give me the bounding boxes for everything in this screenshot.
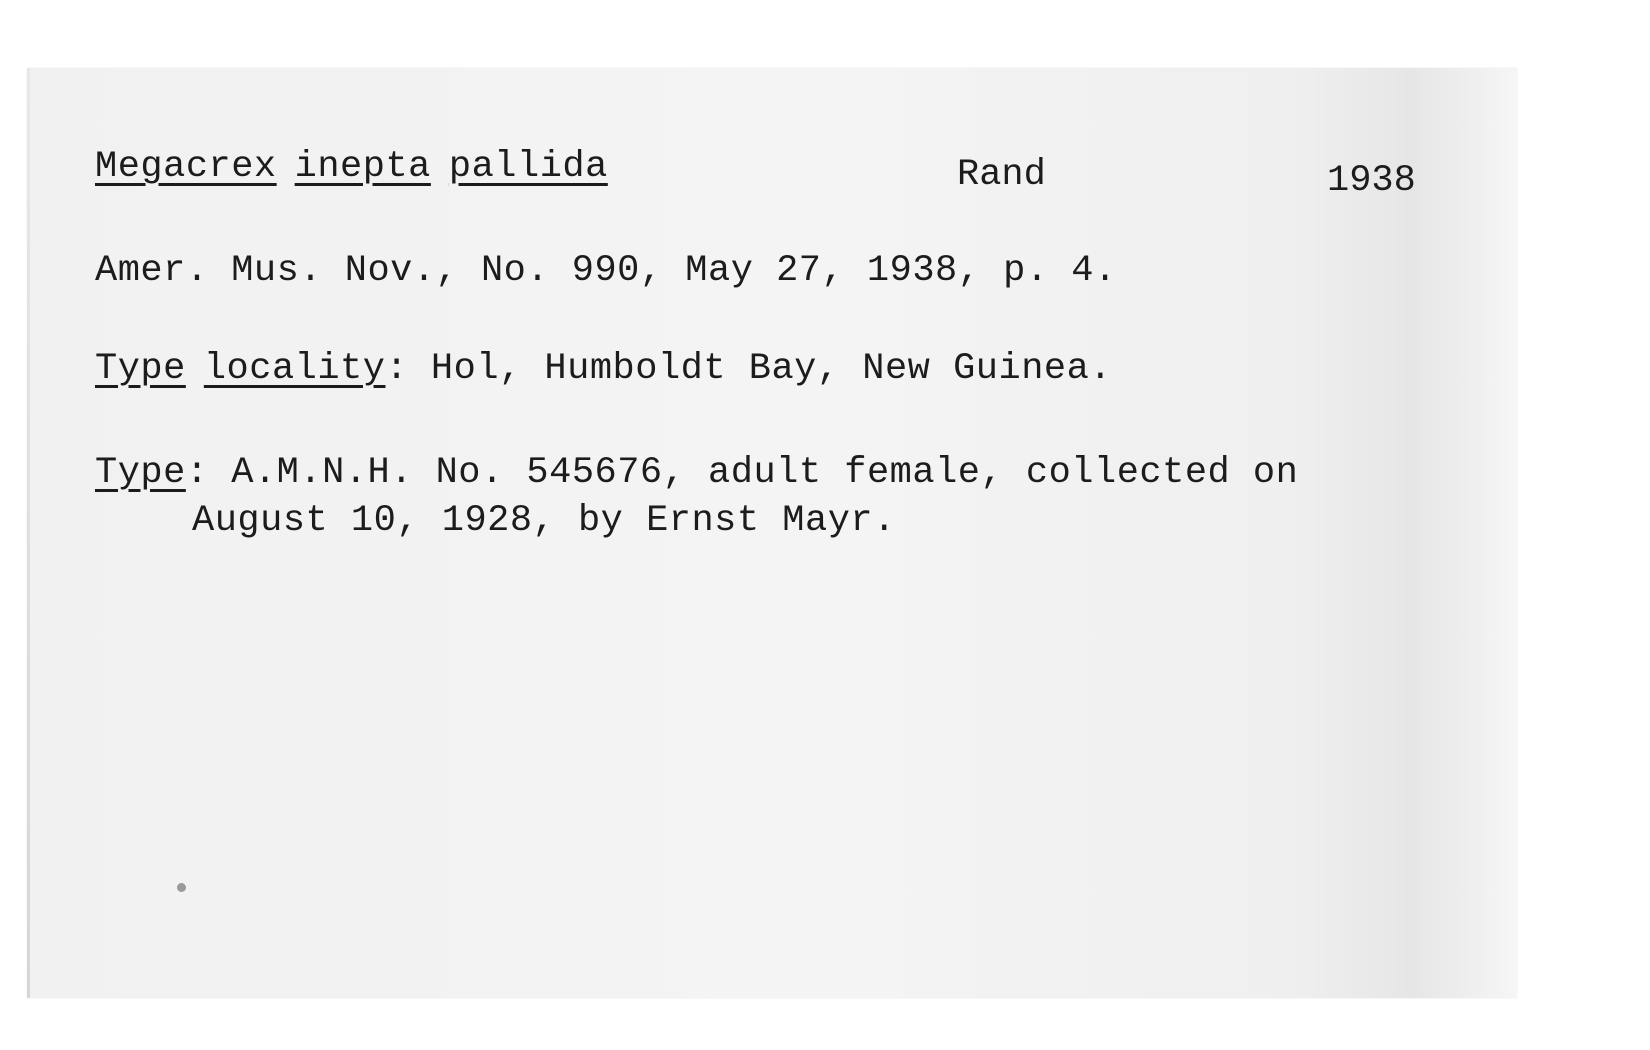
paper-speck — [177, 883, 186, 892]
type-locality — [95, 348, 1112, 390]
type-locality-value: Hol, Humboldt Bay, New Guinea. — [430, 348, 1113, 390]
type-locality-label-word1: Type — [95, 348, 186, 390]
genus: Megacrex — [95, 146, 277, 188]
index-card — [27, 68, 1517, 998]
type-specimen-line-1: A.M.N.H. No. 545676, adult female, collected on — [231, 452, 1299, 494]
year: 1938 — [1327, 160, 1416, 202]
card-edge — [27, 68, 30, 998]
author: Rand — [957, 154, 1046, 196]
citation: Amer. Mus. Nov., No. 990, May 27, 1938, p. 4. — [95, 250, 1117, 292]
subspecies: pallida — [448, 146, 608, 188]
type-locality-colon: : — [385, 348, 409, 390]
type-specimen — [95, 452, 1298, 494]
species: inepta — [294, 146, 431, 188]
type-label: Type — [95, 452, 186, 494]
type-colon: : — [185, 452, 209, 494]
type-locality-label-word2: locality — [203, 348, 386, 390]
taxon-name — [95, 146, 608, 188]
type-specimen-line-2: August 10, 1928, by Ernst Mayr. — [192, 500, 896, 542]
